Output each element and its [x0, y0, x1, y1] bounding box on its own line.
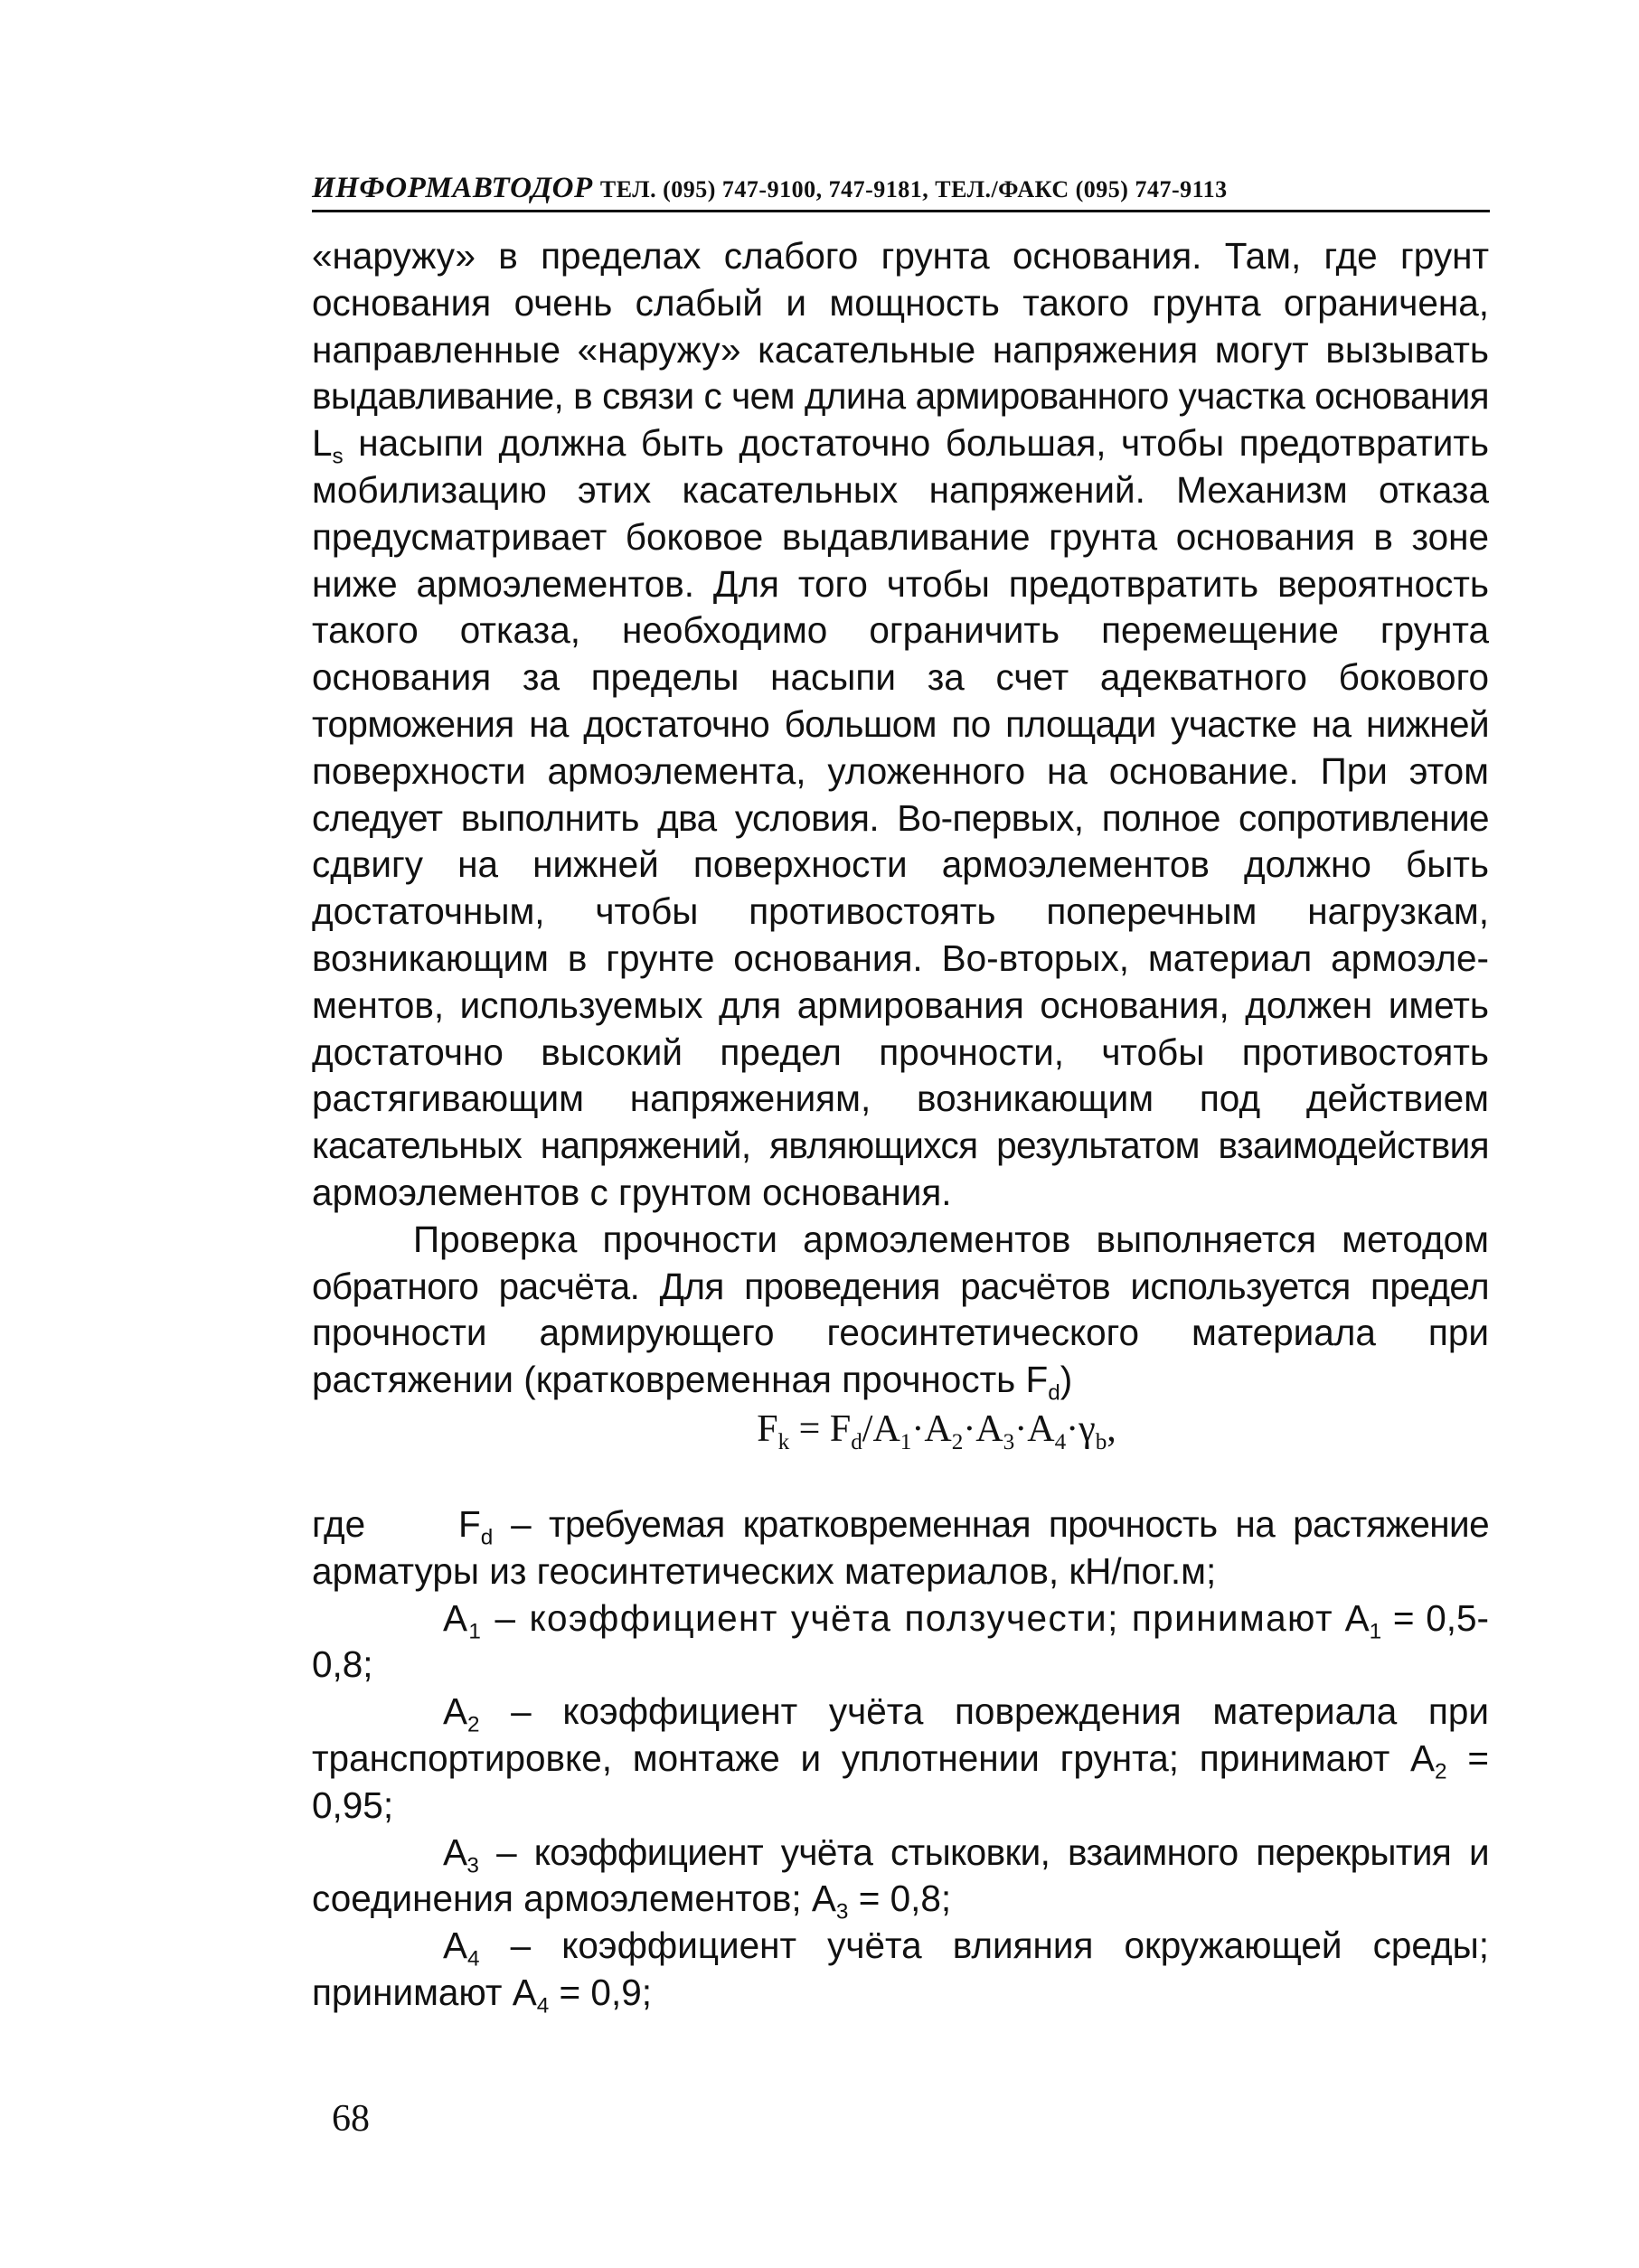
p1-line: направленные «наружу» касательные напряжения могут вызывать	[312, 328, 1489, 371]
formula-sub: 3	[1003, 1429, 1015, 1454]
p1-line: основания очень слабый и мощность такого грунта ограничена,	[312, 281, 1489, 324]
definition-text: = 0,95;	[312, 1736, 1489, 1826]
def-line	[312, 1877, 952, 1925]
definition-fd	[312, 1501, 1489, 1595]
p2-line: прочности армирующего геосинтетического материала при	[312, 1312, 1489, 1354]
formula-part: = F	[789, 1407, 852, 1450]
definition-text: принимают A	[312, 1971, 537, 2013]
formula-sub: 1	[900, 1429, 912, 1454]
p2-line: обратного расчёта. Для проведения расчётов используется предел	[312, 1265, 1489, 1307]
definition-text: – коэффициент учёта повреждения материала при	[479, 1690, 1489, 1733]
symbol-l: L	[312, 422, 333, 465]
formula-part: ·γ	[1066, 1407, 1096, 1450]
definition-a3	[312, 1830, 1489, 1924]
symbol-sub: d	[480, 1525, 494, 1550]
def-line	[312, 1971, 652, 2019]
symbol-sub: 4	[467, 1946, 480, 1972]
formula-part: ,	[1107, 1407, 1116, 1450]
p1-line: следует выполнить два условия. Во-первых, полное сопротивление	[312, 796, 1489, 839]
definition-a1	[312, 1595, 1489, 1689]
formula-sub: b	[1095, 1429, 1107, 1454]
p1-line: растягивающим напряжениям, возникающим под действием	[312, 1078, 1489, 1120]
definition-text: = 0,8;	[848, 1877, 952, 1920]
definition-a4	[312, 1923, 1489, 2017]
symbol: A	[1410, 1736, 1436, 1779]
symbol-sub: 1	[1369, 1619, 1382, 1644]
definition-text: – коэффициент учёта ползучести; принимают	[482, 1596, 1333, 1639]
p1-line: выдавливание, в связи с чем длина армированного участка основания	[312, 375, 1489, 418]
subscript-s: s	[332, 444, 344, 469]
page-number: 68	[332, 2098, 370, 2140]
paragraph-2	[312, 1217, 1489, 1404]
symbol-sub: 3	[466, 1853, 479, 1877]
where-label: где	[312, 1502, 366, 1545]
p2-line-text: растяжении (кратковременная прочность F	[312, 1359, 1049, 1401]
closing-paren: )	[1060, 1359, 1073, 1401]
p1-line-text: насыпи должна быть достаточно большая, чтобы предотвратить	[343, 422, 1489, 465]
strength-formula	[384, 1404, 1489, 1454]
header-rule	[312, 210, 1490, 212]
formula-sub: k	[777, 1429, 790, 1454]
spacer	[312, 1454, 1489, 1501]
definition-text: – требуемая кратковременная прочность на растяжение	[493, 1502, 1489, 1545]
def-line	[443, 1830, 1489, 1877]
p1-line	[312, 422, 1489, 469]
p1-line: поверхности армоэлемента, уложенного на основание. При этом	[312, 749, 1489, 792]
symbol-sub: 2	[467, 1712, 480, 1737]
symbol: A	[443, 1830, 467, 1873]
p1-line: мобилизацию этих касательных напряжений. Механизм отказа	[312, 468, 1489, 511]
p1-line: достаточным, чтобы противостоять поперечным нагрузкам,	[312, 890, 1489, 933]
header-organization: ИНФОРМАВТОДОР	[312, 172, 593, 204]
definition-text: соединения армоэлементов; A	[312, 1877, 836, 1920]
p1-line: армоэлементов с грунтом основания.	[312, 1171, 952, 1213]
definition-text: арматуры из геосинтетических материалов, кН/пог.м;	[312, 1549, 1217, 1592]
p2-line: Проверка прочности армоэлементов выполняется методом	[413, 1218, 1489, 1260]
p1-line: предусматривает боковое выдавливание грунта основания в зоне	[312, 515, 1489, 558]
p1-line: сдвигу на нижней поверхности армоэлементов должно быть	[312, 843, 1489, 886]
definition-a2	[312, 1689, 1489, 1829]
p1-line: достаточно высокий предел прочности, чтобы противостоять	[312, 1030, 1489, 1073]
formula-part: /A	[862, 1407, 900, 1450]
header-phones: ТЕЛ. (095) 747-9100, 747-9181, ТЕЛ./ФАКС (095) 747-9113	[599, 176, 1228, 202]
body-text	[312, 233, 1489, 2017]
symbol: A	[443, 1925, 468, 1967]
formula-sub: 2	[951, 1429, 964, 1454]
running-header	[312, 172, 1492, 206]
subscript-d: d	[1048, 1380, 1060, 1406]
formula-part: ·A	[911, 1407, 952, 1450]
p1-line: такого отказа, необходимо ограничить перемещение грунта	[312, 609, 1489, 652]
p1-line: ментов, используемых для армирования основания, должен иметь	[312, 983, 1489, 1026]
definition-text: = 0,9;	[549, 1971, 652, 2013]
formula-sub: d	[851, 1429, 862, 1454]
p1-line: основания за пределы насыпи за счет адекватного бокового	[312, 656, 1489, 699]
definition-text: – коэффициент учёта влияния окружающей среды;	[479, 1925, 1489, 1967]
p1-line: касательных напряжений, являющихся результатом взаимодействия	[312, 1125, 1489, 1167]
formula-part: F	[757, 1407, 778, 1450]
p1-line: «наружу» в пределах слабого грунта основания. Там, где грунт	[312, 235, 1489, 277]
symbol: A	[443, 1690, 468, 1733]
symbol: A	[1344, 1596, 1370, 1639]
symbol-sub: 3	[835, 1899, 849, 1925]
formula-part: ·A	[1014, 1407, 1055, 1450]
symbol: F	[457, 1502, 481, 1545]
symbol-sub: 2	[1435, 1759, 1447, 1784]
symbol-sub: 4	[536, 1993, 550, 2019]
def-line	[443, 1596, 1333, 1644]
formula-part: ·A	[963, 1407, 1003, 1450]
paragraph-1	[312, 233, 1489, 1217]
p2-line	[312, 1359, 1073, 1406]
p1-line: торможения на достаточно большом по площади участке на нижней	[312, 702, 1489, 745]
definition-text: транспортировке, монтаже и уплотнении грунта; принимают	[312, 1736, 1390, 1779]
formula-sub: 4	[1054, 1429, 1067, 1454]
definition-text: = 0,5-0,8;	[312, 1596, 1490, 1686]
p1-line: возникающим в грунте основания. Во-вторых, материал армоэле-	[312, 936, 1489, 979]
symbol-sub: 1	[468, 1619, 483, 1644]
p1-line: ниже армоэлементов. Для того чтобы предотвратить вероятность	[312, 562, 1489, 605]
definition-text: – коэффициент учёта стыковки, взаимного перекрытия и	[478, 1830, 1489, 1873]
symbol: A	[443, 1596, 469, 1639]
